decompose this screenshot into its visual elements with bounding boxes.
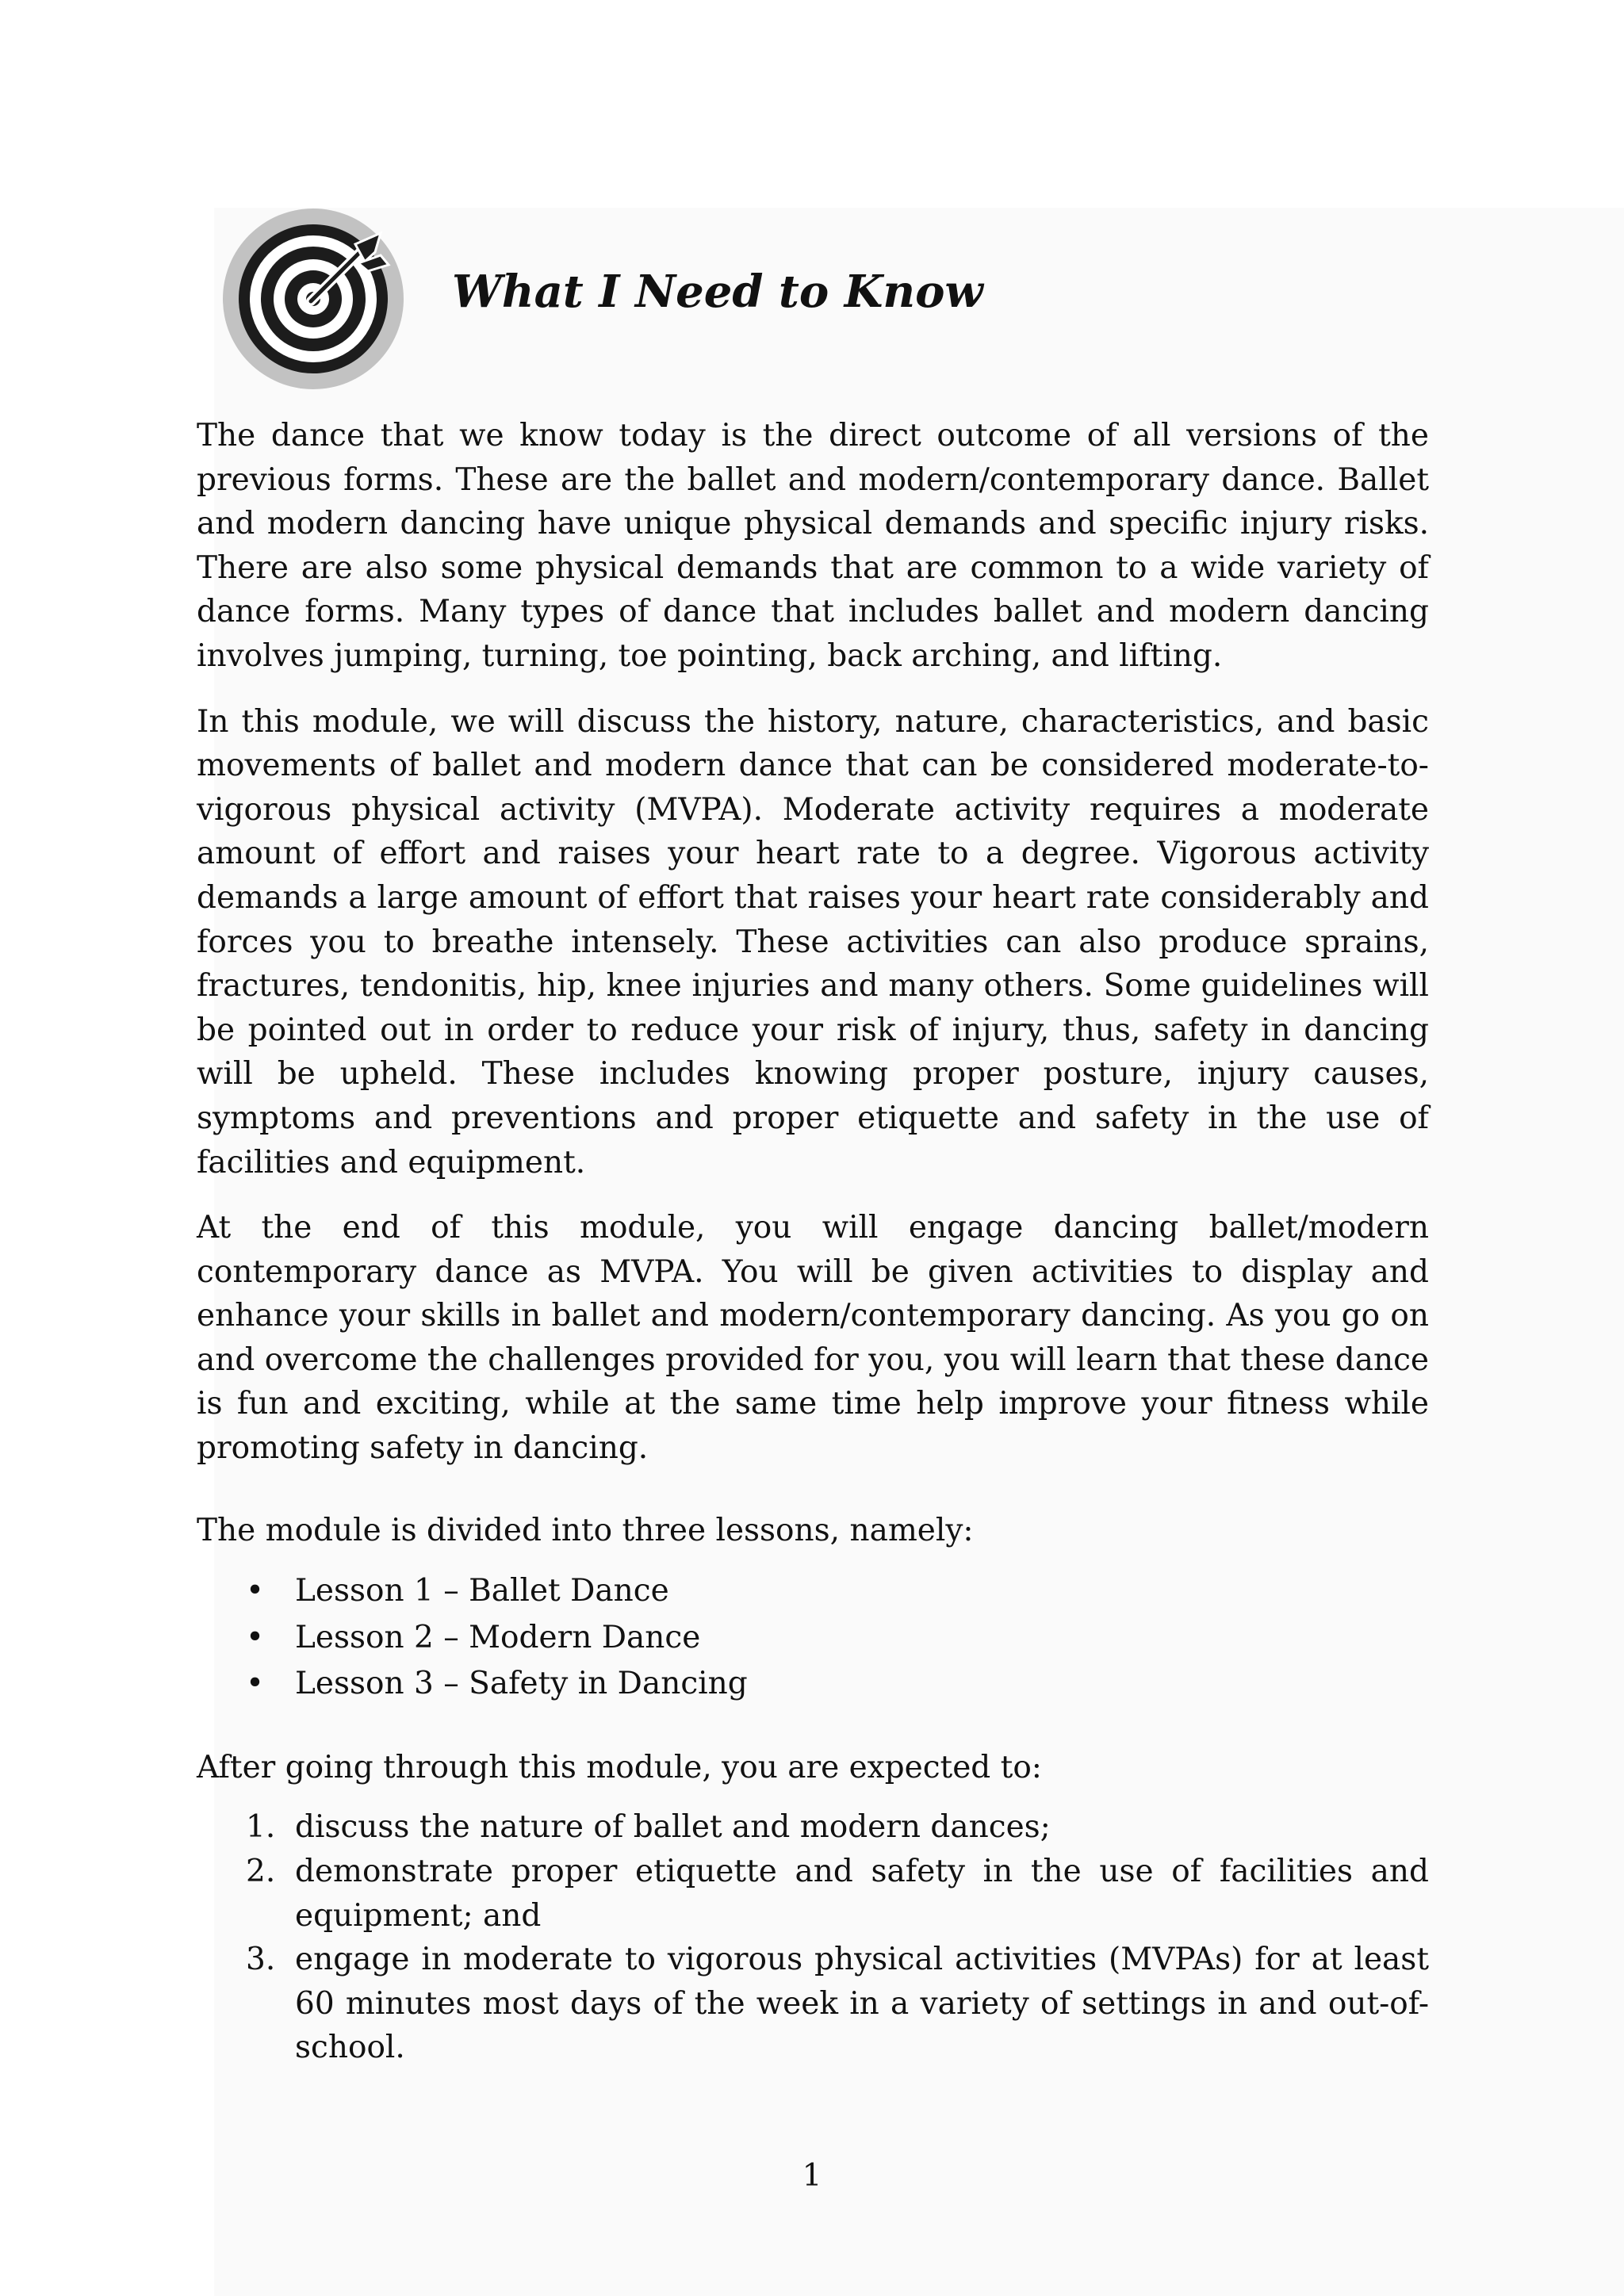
objective-text: discuss the nature of ballet and modern dances;: [295, 1809, 1051, 1846]
item-number: 2.: [246, 1853, 276, 1889]
item-number: 1.: [246, 1809, 276, 1846]
bullet-icon: •: [246, 1619, 265, 1655]
section-header: [222, 208, 1411, 390]
lesson-label: Lesson 1 – Ballet Dance: [295, 1573, 669, 1609]
paragraph: The dance that we know today is the direct outcome of all versions of the previous forms. These are the ballet and modern/contemporary dance. Ballet and modern dancing have unique physical demands and specific injury risks. There are also some physical demands that are common to a wide variety of dance forms. Many types of dance that includes ballet and modern dancing involves jumping, turning, toe pointing, back arching, and lifting.: [197, 418, 1429, 674]
list-item: [197, 1661, 1429, 1708]
page-title: What I Need to Know: [452, 266, 983, 318]
page-number: 1: [802, 2158, 822, 2194]
item-number: 3.: [246, 1942, 276, 1978]
paragraph: In this module, we will discuss the history, nature, characteristics, and basic movements of ballet and modern dance that can be considered moderate-to-vigorous physical activity (MVPA). Moderate activity requires a moderate amount of effort and raises your heart rate to a degree. Vigorous activity demands a large amount of effort that raises your heart rate considerably and forces you to breathe intensely. These activities can also produce sprains, fractures, tendonitis, hip, knee injuries and many others. Some guidelines will be pointed out in order to reduce your risk of injury, thus, safety in dancing will be upheld. These includes knowing proper posture, injury causes, symptoms and preventions and proper etiquette and safety in the use of facilities and equipment.: [197, 703, 1429, 1181]
list-item: [197, 1938, 1429, 2070]
objective-text: engage in moderate to vigorous physical activities (MVPAs) for at least 60 minutes most days of the week in a variety of settings in and out-of-school.: [295, 1942, 1429, 2066]
list-item: [197, 1568, 1429, 1615]
lesson-label: Lesson 3 – Safety in Dancing: [295, 1666, 748, 1702]
list-item: [197, 1615, 1429, 1662]
objective-text: demonstrate proper etiquette and safety in the use of facilities and equipment; and: [295, 1853, 1429, 1934]
target-icon: [222, 208, 404, 390]
bullet-icon: •: [246, 1573, 265, 1609]
list-item: [197, 1850, 1429, 1938]
lessons-list: [197, 1568, 1429, 1708]
list-item: [197, 1805, 1429, 1850]
paragraph: At the end of this module, you will engage dancing ballet/modern contemporary dance as MVPA. You will be given activities to display and enhance your skills in ballet and modern/contemporary dancing. As you go on and overcome the challenges provided for you, you will learn that these dance is fun and exciting, while at the same time help improve your fitness while promoting safety in dancing.: [197, 1210, 1429, 1467]
lesson-label: Lesson 2 – Modern Dance: [295, 1619, 701, 1655]
objectives-list: [197, 1805, 1429, 2070]
main-content: [197, 414, 1429, 2070]
lessons-intro: The module is divided into three lessons, namely:: [197, 1512, 974, 1548]
objectives-intro: After going through this module, you are expected to:: [197, 1749, 1042, 1785]
bullet-icon: •: [246, 1666, 265, 1702]
